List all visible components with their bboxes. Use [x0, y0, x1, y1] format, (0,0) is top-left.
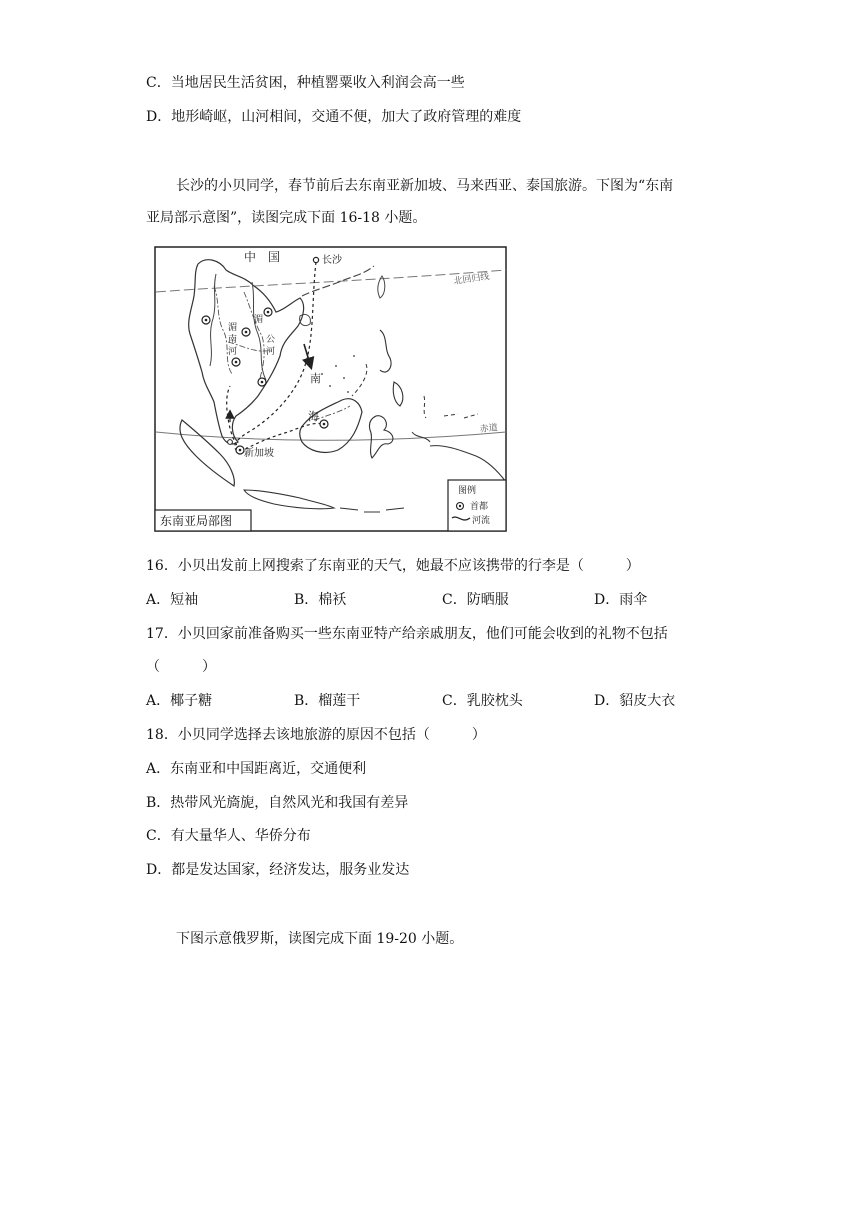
map-legend [448, 480, 506, 531]
label-mekong-2: 公 [266, 335, 276, 345]
label-china: 中 国 [244, 250, 281, 264]
legend-river: 河流 [472, 516, 491, 526]
q16-option-a[interactable]: A．短袖 [146, 592, 199, 608]
intro-paragraph-line-1: 长沙的小贝同学，春节前后去东南亚新加坡、马来西亚、泰国旅游。下图为“东南 [176, 178, 674, 194]
q16-option-d[interactable]: D．雨伞 [594, 592, 648, 608]
label-changsha: 长沙 [322, 255, 342, 266]
prev-option-d: D．地形崎岖，山河相间，交通不便，加大了政府管理的难度 [146, 109, 522, 125]
q18-option-d[interactable]: D．都是发达国家，经济发达，服务业发达 [146, 862, 410, 878]
label-lancang-2: 南 [228, 335, 238, 345]
intro-paragraph-russia: 下图示意俄罗斯，读图完成下面 19-20 小题。 [176, 931, 464, 947]
intro-paragraph-line-2: 亚局部示意图”，读图完成下面 16-18 小题。 [146, 210, 427, 226]
q17-option-b[interactable]: B．榴莲干 [294, 693, 361, 709]
legend-title: 图例 [458, 486, 477, 496]
q18-option-c[interactable]: C．有大量华人、华侨分布 [146, 828, 311, 844]
q18-option-a[interactable]: A．东南亚和中国距离近，交通便利 [146, 761, 367, 777]
q17-option-a[interactable]: A．椰子糖 [146, 693, 213, 709]
legend-capital: 首都 [470, 502, 489, 512]
label-tropic: 北回归线 [453, 272, 491, 287]
label-mekong-1: 湄 [254, 315, 264, 325]
q18-stem: 18．小贝同学选择去该地旅游的原因不包括（ ） [146, 727, 486, 743]
q17-option-c[interactable]: C．乳胶枕头 [442, 693, 523, 709]
southeast-asia-map [154, 246, 507, 532]
prev-option-c: C．当地居民生活贫困，种植罂粟收入利润会高一些 [146, 75, 465, 91]
q17-stem: 17．小贝回家前准备购买一些东南亚特产给亲戚朋友，他们可能会收到的礼物不包括 [146, 626, 668, 642]
changsha-marker [313, 257, 318, 262]
label-lancang-1: 湄 [228, 323, 238, 333]
q18-option-b[interactable]: B．热带风光旖旎，自然风光和我国有差异 [146, 795, 409, 811]
q16-stem: 16．小贝出发前上网搜索了东南亚的天气，她最不应该携带的行李是（ ） [146, 558, 640, 574]
q16-option-c[interactable]: C．防晒服 [442, 592, 509, 608]
label-lancang-3: 河 [228, 347, 238, 357]
label-mekong-3: 河 [266, 347, 276, 357]
map-title: 东南亚局部图 [160, 514, 233, 528]
q17-option-d[interactable]: D．貂皮大衣 [594, 693, 676, 709]
q16-option-b[interactable]: B．棉袄 [294, 592, 347, 608]
q17-stem-blank: （ ） [146, 659, 216, 675]
label-south: 南 [310, 372, 321, 385]
label-sea: 海 [308, 410, 319, 423]
label-equator: 赤道 [479, 423, 499, 435]
label-singapore: 新加坡 [244, 448, 274, 459]
